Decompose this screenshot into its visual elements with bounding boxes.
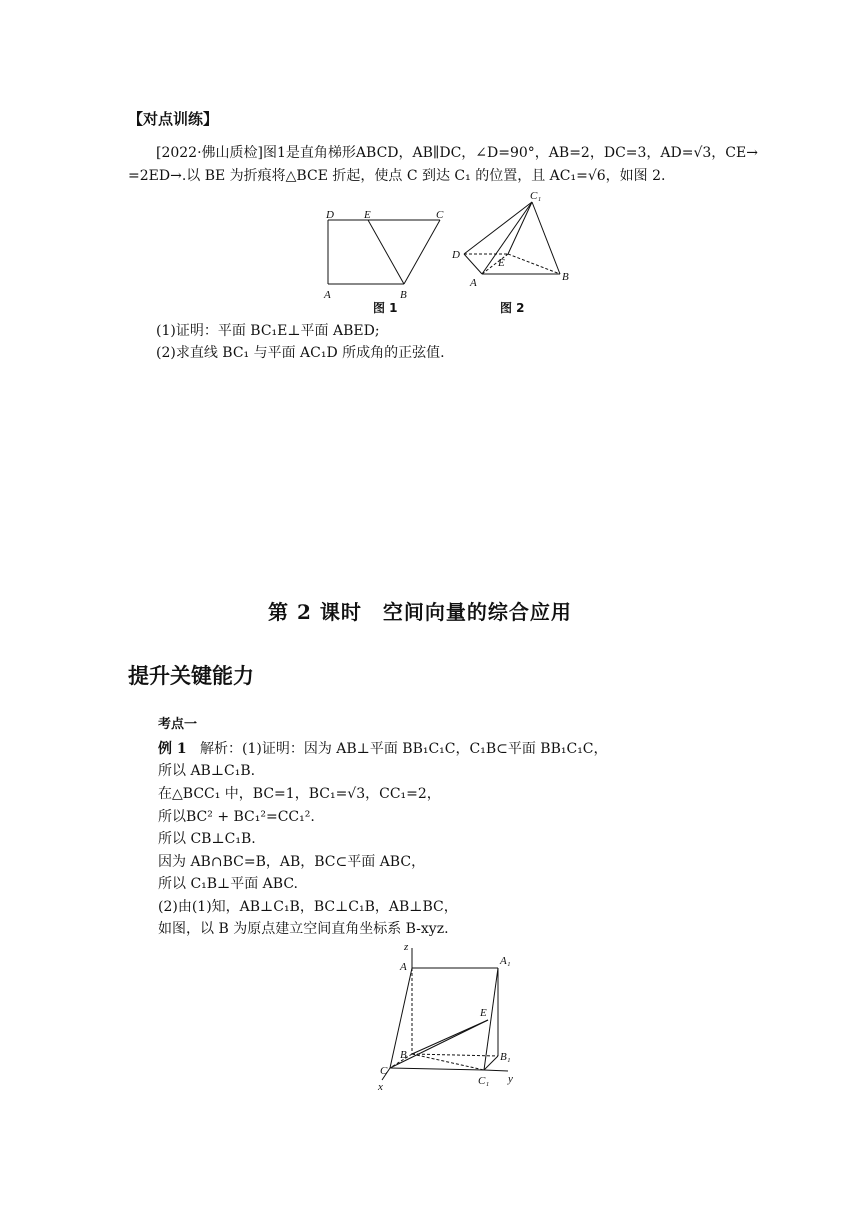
fig1-label-a: A <box>324 289 331 301</box>
fig3-label-c: C <box>380 1065 388 1077</box>
fig3-label-c1: C₁ <box>478 1075 490 1087</box>
fig3-label-e: E <box>480 1007 487 1019</box>
problem-line-2: =2ED→.以 BE 为折痕将△BCE 折起，使点 C 到达 C₁ 的位置，且 AC₁=√6，如图 2. <box>128 168 666 184</box>
solution-line-6: 所以 C₁B⊥平面 ABC. <box>158 876 298 892</box>
problem-line-1: [2022·佛山质检]图1是直角梯形ABCD，AB∥DC，∠D=90°，AB=2，DC=3，AD=√3，CE→ <box>156 145 758 161</box>
solution-line-3: 所以BC² + BC₁²=CC₁². <box>158 809 315 825</box>
figure-1-trapezoid <box>318 204 458 314</box>
solution-line-2: 在△BCC₁ 中，BC=1，BC₁=√3，CC₁=2， <box>158 786 441 802</box>
solution-line-7: (2)由(1)知，AB⊥C₁B，BC⊥C₁B，AB⊥BC， <box>158 899 458 915</box>
fig2-label-b: B <box>562 271 569 283</box>
solution-line-0 <box>158 738 608 760</box>
fig3-label-b1: B₁ <box>500 1051 511 1063</box>
fig3-label-x: x <box>378 1081 383 1093</box>
figure-3-prism <box>372 940 532 1096</box>
fig2-label-e: E <box>498 257 505 269</box>
figure-2-pyramid <box>448 186 578 296</box>
fig1-label-c: C <box>436 209 444 221</box>
fig2-label-d: D <box>452 249 460 261</box>
fig3-label-b: B <box>400 1049 407 1061</box>
question-2: (2)求直线 BC₁ 与平面 AC₁D 所成角的正弦值. <box>156 345 445 361</box>
fig3-label-a1: A₁ <box>500 955 511 967</box>
training-header: 【对点训练】 <box>128 110 219 128</box>
fig3-label-a: A <box>400 961 407 973</box>
solution-line-4: 所以 CB⊥C₁B. <box>158 831 256 847</box>
fig3-label-z: z <box>404 941 409 953</box>
fig3-label-y: y <box>508 1073 513 1085</box>
fig2-label-c1: C₁ <box>530 190 542 202</box>
fig2-label-a: A <box>470 277 477 289</box>
section-heading: 提升关键能力 <box>128 664 254 688</box>
fig1-label-e: E <box>364 209 371 221</box>
question-1: (1)证明：平面 BC₁E⊥平面 ABED; <box>156 323 380 339</box>
fig1-label-d: D <box>326 209 334 221</box>
lesson-title: 第 2 课时 空间向量的综合应用 <box>268 600 572 624</box>
figure-2-caption: 图 2 <box>500 301 525 315</box>
solution-line-8: 如图，以 B 为原点建立空间直角坐标系 B-xyz. <box>158 921 449 937</box>
solution-line-1: 所以 AB⊥C₁B. <box>158 763 256 779</box>
fig1-label-b: B <box>400 289 407 301</box>
example-label: 例 1 <box>158 741 187 757</box>
figure-1-caption: 图 1 <box>373 301 398 315</box>
solution-line-5: 因为 AB∩BC=B，AB，BC⊂平面 ABC， <box>158 854 426 870</box>
point-label: 考点一 <box>158 717 198 732</box>
solution-text-0: 解析：(1)证明：因为 AB⊥平面 BB₁C₁C，C₁B⊂平面 BB₁C₁C， <box>199 741 608 757</box>
